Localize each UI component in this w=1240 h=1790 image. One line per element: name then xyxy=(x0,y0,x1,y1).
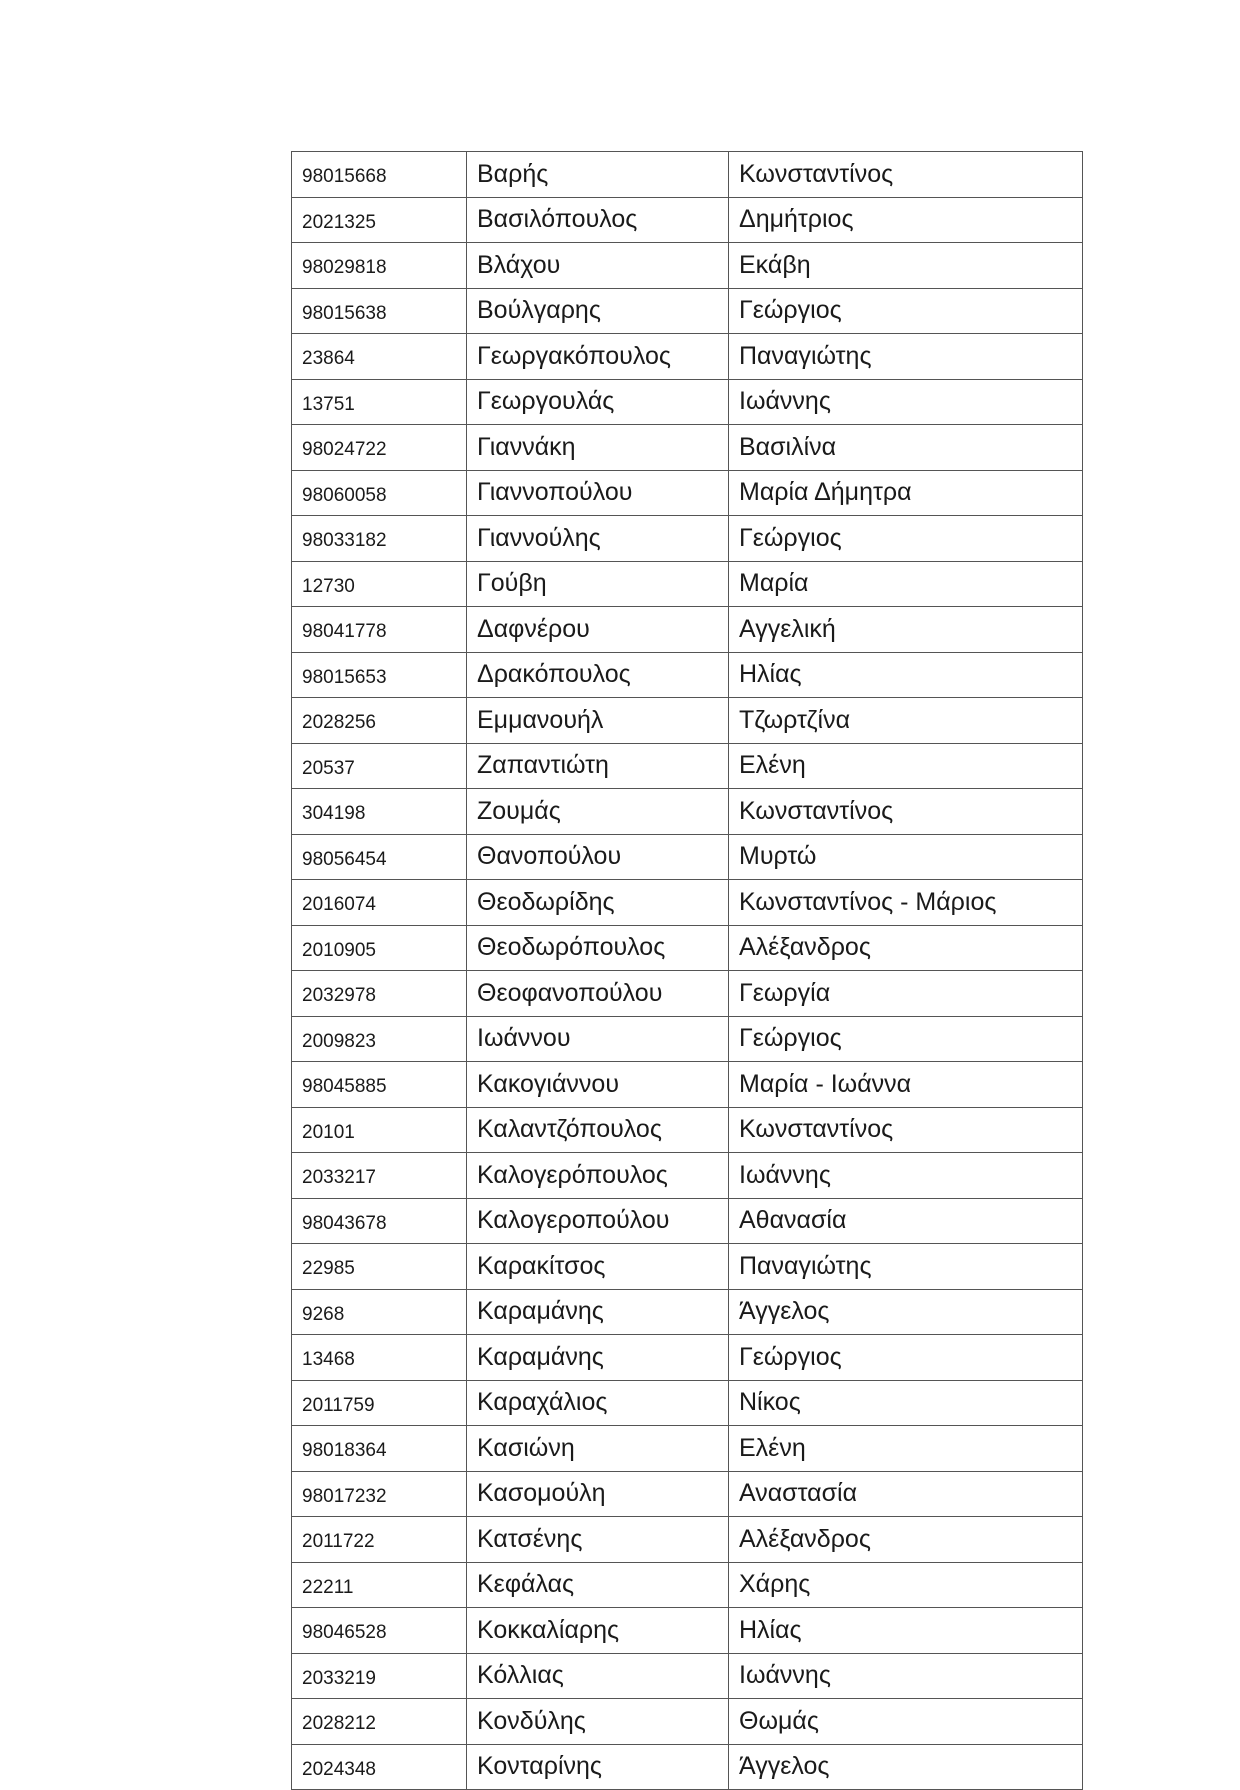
id-cell: 2011759 xyxy=(292,1380,467,1426)
first-name-cell: Κωνσταντίνος - Μάριος xyxy=(729,880,1083,926)
surname-cell: Καρακίτσος xyxy=(467,1244,729,1290)
id-cell: 2010905 xyxy=(292,925,467,971)
id-cell: 2016074 xyxy=(292,880,467,926)
id-cell: 304198 xyxy=(292,789,467,835)
table-row xyxy=(292,880,1083,926)
id-cell: 98041778 xyxy=(292,607,467,653)
id-cell: 98033182 xyxy=(292,516,467,562)
table-row xyxy=(292,1744,1083,1790)
surname-cell: Κασομούλη xyxy=(467,1471,729,1517)
first-name-cell: Γεώργιος xyxy=(729,288,1083,334)
surname-cell: Γιαννοπούλου xyxy=(467,470,729,516)
table-row xyxy=(292,379,1083,425)
id-cell: 2009823 xyxy=(292,1016,467,1062)
surname-cell: Κονδύλης xyxy=(467,1699,729,1745)
first-name-cell: Χάρης xyxy=(729,1562,1083,1608)
surname-cell: Καλαντζόπουλος xyxy=(467,1107,729,1153)
surname-cell: Γιαννάκη xyxy=(467,425,729,471)
surname-cell: Κοκκαλίαρης xyxy=(467,1608,729,1654)
table-row xyxy=(292,971,1083,1017)
surname-cell: Θεοδωρίδης xyxy=(467,880,729,926)
table-row xyxy=(292,607,1083,653)
first-name-cell: Θωμάς xyxy=(729,1699,1083,1745)
surname-cell: Βαρής xyxy=(467,152,729,198)
id-cell: 13468 xyxy=(292,1335,467,1381)
first-name-cell: Γεώργιος xyxy=(729,516,1083,562)
id-cell: 2011722 xyxy=(292,1517,467,1563)
id-cell: 98043678 xyxy=(292,1198,467,1244)
surname-cell: Καραμάνης xyxy=(467,1289,729,1335)
id-cell: 98024722 xyxy=(292,425,467,471)
table-row xyxy=(292,1562,1083,1608)
surname-cell: Βλάχου xyxy=(467,243,729,289)
table-row xyxy=(292,152,1083,198)
first-name-cell: Ιωάννης xyxy=(729,379,1083,425)
id-cell: 2028256 xyxy=(292,698,467,744)
surname-cell: Κονταρίνης xyxy=(467,1744,729,1790)
surname-cell: Δρακόπουλος xyxy=(467,652,729,698)
id-cell: 13751 xyxy=(292,379,467,425)
first-name-cell: Αλέξανδρος xyxy=(729,1517,1083,1563)
table-row xyxy=(292,470,1083,516)
surname-cell: Ζουμάς xyxy=(467,789,729,835)
id-cell: 22985 xyxy=(292,1244,467,1290)
id-cell: 98046528 xyxy=(292,1608,467,1654)
first-name-cell: Άγγελος xyxy=(729,1744,1083,1790)
surname-cell: Καλογεροπούλου xyxy=(467,1198,729,1244)
surname-cell: Δαφνέρου xyxy=(467,607,729,653)
first-name-cell: Αθανασία xyxy=(729,1198,1083,1244)
table-row xyxy=(292,288,1083,334)
table-row xyxy=(292,1289,1083,1335)
id-cell: 9268 xyxy=(292,1289,467,1335)
id-cell: 2024348 xyxy=(292,1744,467,1790)
table-row xyxy=(292,743,1083,789)
first-name-cell: Δημήτριος xyxy=(729,197,1083,243)
table-row xyxy=(292,561,1083,607)
surname-cell: Κασιώνη xyxy=(467,1426,729,1472)
table-row xyxy=(292,1244,1083,1290)
surname-cell: Κακογιάννου xyxy=(467,1062,729,1108)
first-name-cell: Αγγελική xyxy=(729,607,1083,653)
id-cell: 2033217 xyxy=(292,1153,467,1199)
surname-cell: Καλογερόπουλος xyxy=(467,1153,729,1199)
first-name-cell: Νίκος xyxy=(729,1380,1083,1426)
id-cell: 98018364 xyxy=(292,1426,467,1472)
first-name-cell: Κωνσταντίνος xyxy=(729,152,1083,198)
roster-table xyxy=(291,151,1083,1790)
id-cell: 98056454 xyxy=(292,834,467,880)
surname-cell: Γεωργακόπουλος xyxy=(467,334,729,380)
surname-cell: Βασιλόπουλος xyxy=(467,197,729,243)
surname-cell: Βούλγαρης xyxy=(467,288,729,334)
table-row xyxy=(292,652,1083,698)
table-row xyxy=(292,516,1083,562)
first-name-cell: Κωνσταντίνος xyxy=(729,789,1083,835)
id-cell: 2028212 xyxy=(292,1699,467,1745)
surname-cell: Κεφάλας xyxy=(467,1562,729,1608)
surname-cell: Θεοφανοπούλου xyxy=(467,971,729,1017)
table-row xyxy=(292,834,1083,880)
id-cell: 22211 xyxy=(292,1562,467,1608)
first-name-cell: Παναγιώτης xyxy=(729,1244,1083,1290)
surname-cell: Εμμανουήλ xyxy=(467,698,729,744)
table-row xyxy=(292,1653,1083,1699)
first-name-cell: Μαρία xyxy=(729,561,1083,607)
id-cell: 20101 xyxy=(292,1107,467,1153)
first-name-cell: Ηλίας xyxy=(729,652,1083,698)
table-row xyxy=(292,1107,1083,1153)
id-cell: 2021325 xyxy=(292,197,467,243)
first-name-cell: Γεωργία xyxy=(729,971,1083,1017)
table-row xyxy=(292,197,1083,243)
table-row xyxy=(292,1608,1083,1654)
first-name-cell: Γεώργιος xyxy=(729,1335,1083,1381)
table-row xyxy=(292,1335,1083,1381)
table-row xyxy=(292,1016,1083,1062)
first-name-cell: Ελένη xyxy=(729,743,1083,789)
first-name-cell: Παναγιώτης xyxy=(729,334,1083,380)
first-name-cell: Μαρία - Ιωάννα xyxy=(729,1062,1083,1108)
table-row xyxy=(292,425,1083,471)
table-row xyxy=(292,1062,1083,1108)
first-name-cell: Αλέξανδρος xyxy=(729,925,1083,971)
first-name-cell: Τζωρτζίνα xyxy=(729,698,1083,744)
table-row xyxy=(292,1471,1083,1517)
table-row xyxy=(292,1517,1083,1563)
id-cell: 98029818 xyxy=(292,243,467,289)
surname-cell: Καραμάνης xyxy=(467,1335,729,1381)
table-row xyxy=(292,789,1083,835)
first-name-cell: Ιωάννης xyxy=(729,1153,1083,1199)
first-name-cell: Γεώργιος xyxy=(729,1016,1083,1062)
table-row xyxy=(292,1198,1083,1244)
surname-cell: Γιαννούλης xyxy=(467,516,729,562)
first-name-cell: Βασιλίνα xyxy=(729,425,1083,471)
surname-cell: Κόλλιας xyxy=(467,1653,729,1699)
surname-cell: Θανοπούλου xyxy=(467,834,729,880)
id-cell: 23864 xyxy=(292,334,467,380)
id-cell: 98015668 xyxy=(292,152,467,198)
id-cell: 98017232 xyxy=(292,1471,467,1517)
id-cell: 20537 xyxy=(292,743,467,789)
table-row xyxy=(292,243,1083,289)
id-cell: 2032978 xyxy=(292,971,467,1017)
id-cell: 98060058 xyxy=(292,470,467,516)
first-name-cell: Μυρτώ xyxy=(729,834,1083,880)
table-row xyxy=(292,1426,1083,1472)
surname-cell: Γούβη xyxy=(467,561,729,607)
first-name-cell: Εκάβη xyxy=(729,243,1083,289)
id-cell: 98015653 xyxy=(292,652,467,698)
first-name-cell: Μαρία Δήμητρα xyxy=(729,470,1083,516)
first-name-cell: Ιωάννης xyxy=(729,1653,1083,1699)
id-cell: 12730 xyxy=(292,561,467,607)
table-row xyxy=(292,334,1083,380)
table-row xyxy=(292,698,1083,744)
first-name-cell: Ελένη xyxy=(729,1426,1083,1472)
table-row xyxy=(292,1380,1083,1426)
surname-cell: Ιωάννου xyxy=(467,1016,729,1062)
first-name-cell: Ηλίας xyxy=(729,1608,1083,1654)
surname-cell: Κατσένης xyxy=(467,1517,729,1563)
first-name-cell: Άγγελος xyxy=(729,1289,1083,1335)
first-name-cell: Κωνσταντίνος xyxy=(729,1107,1083,1153)
table-row xyxy=(292,1699,1083,1745)
id-cell: 98045885 xyxy=(292,1062,467,1108)
surname-cell: Καραχάλιος xyxy=(467,1380,729,1426)
surname-cell: Γεωργουλάς xyxy=(467,379,729,425)
id-cell: 2033219 xyxy=(292,1653,467,1699)
first-name-cell: Αναστασία xyxy=(729,1471,1083,1517)
surname-cell: Ζαπαντιώτη xyxy=(467,743,729,789)
roster-table-body xyxy=(292,152,1083,1790)
table-row xyxy=(292,1153,1083,1199)
id-cell: 98015638 xyxy=(292,288,467,334)
surname-cell: Θεοδωρόπουλος xyxy=(467,925,729,971)
table-row xyxy=(292,925,1083,971)
